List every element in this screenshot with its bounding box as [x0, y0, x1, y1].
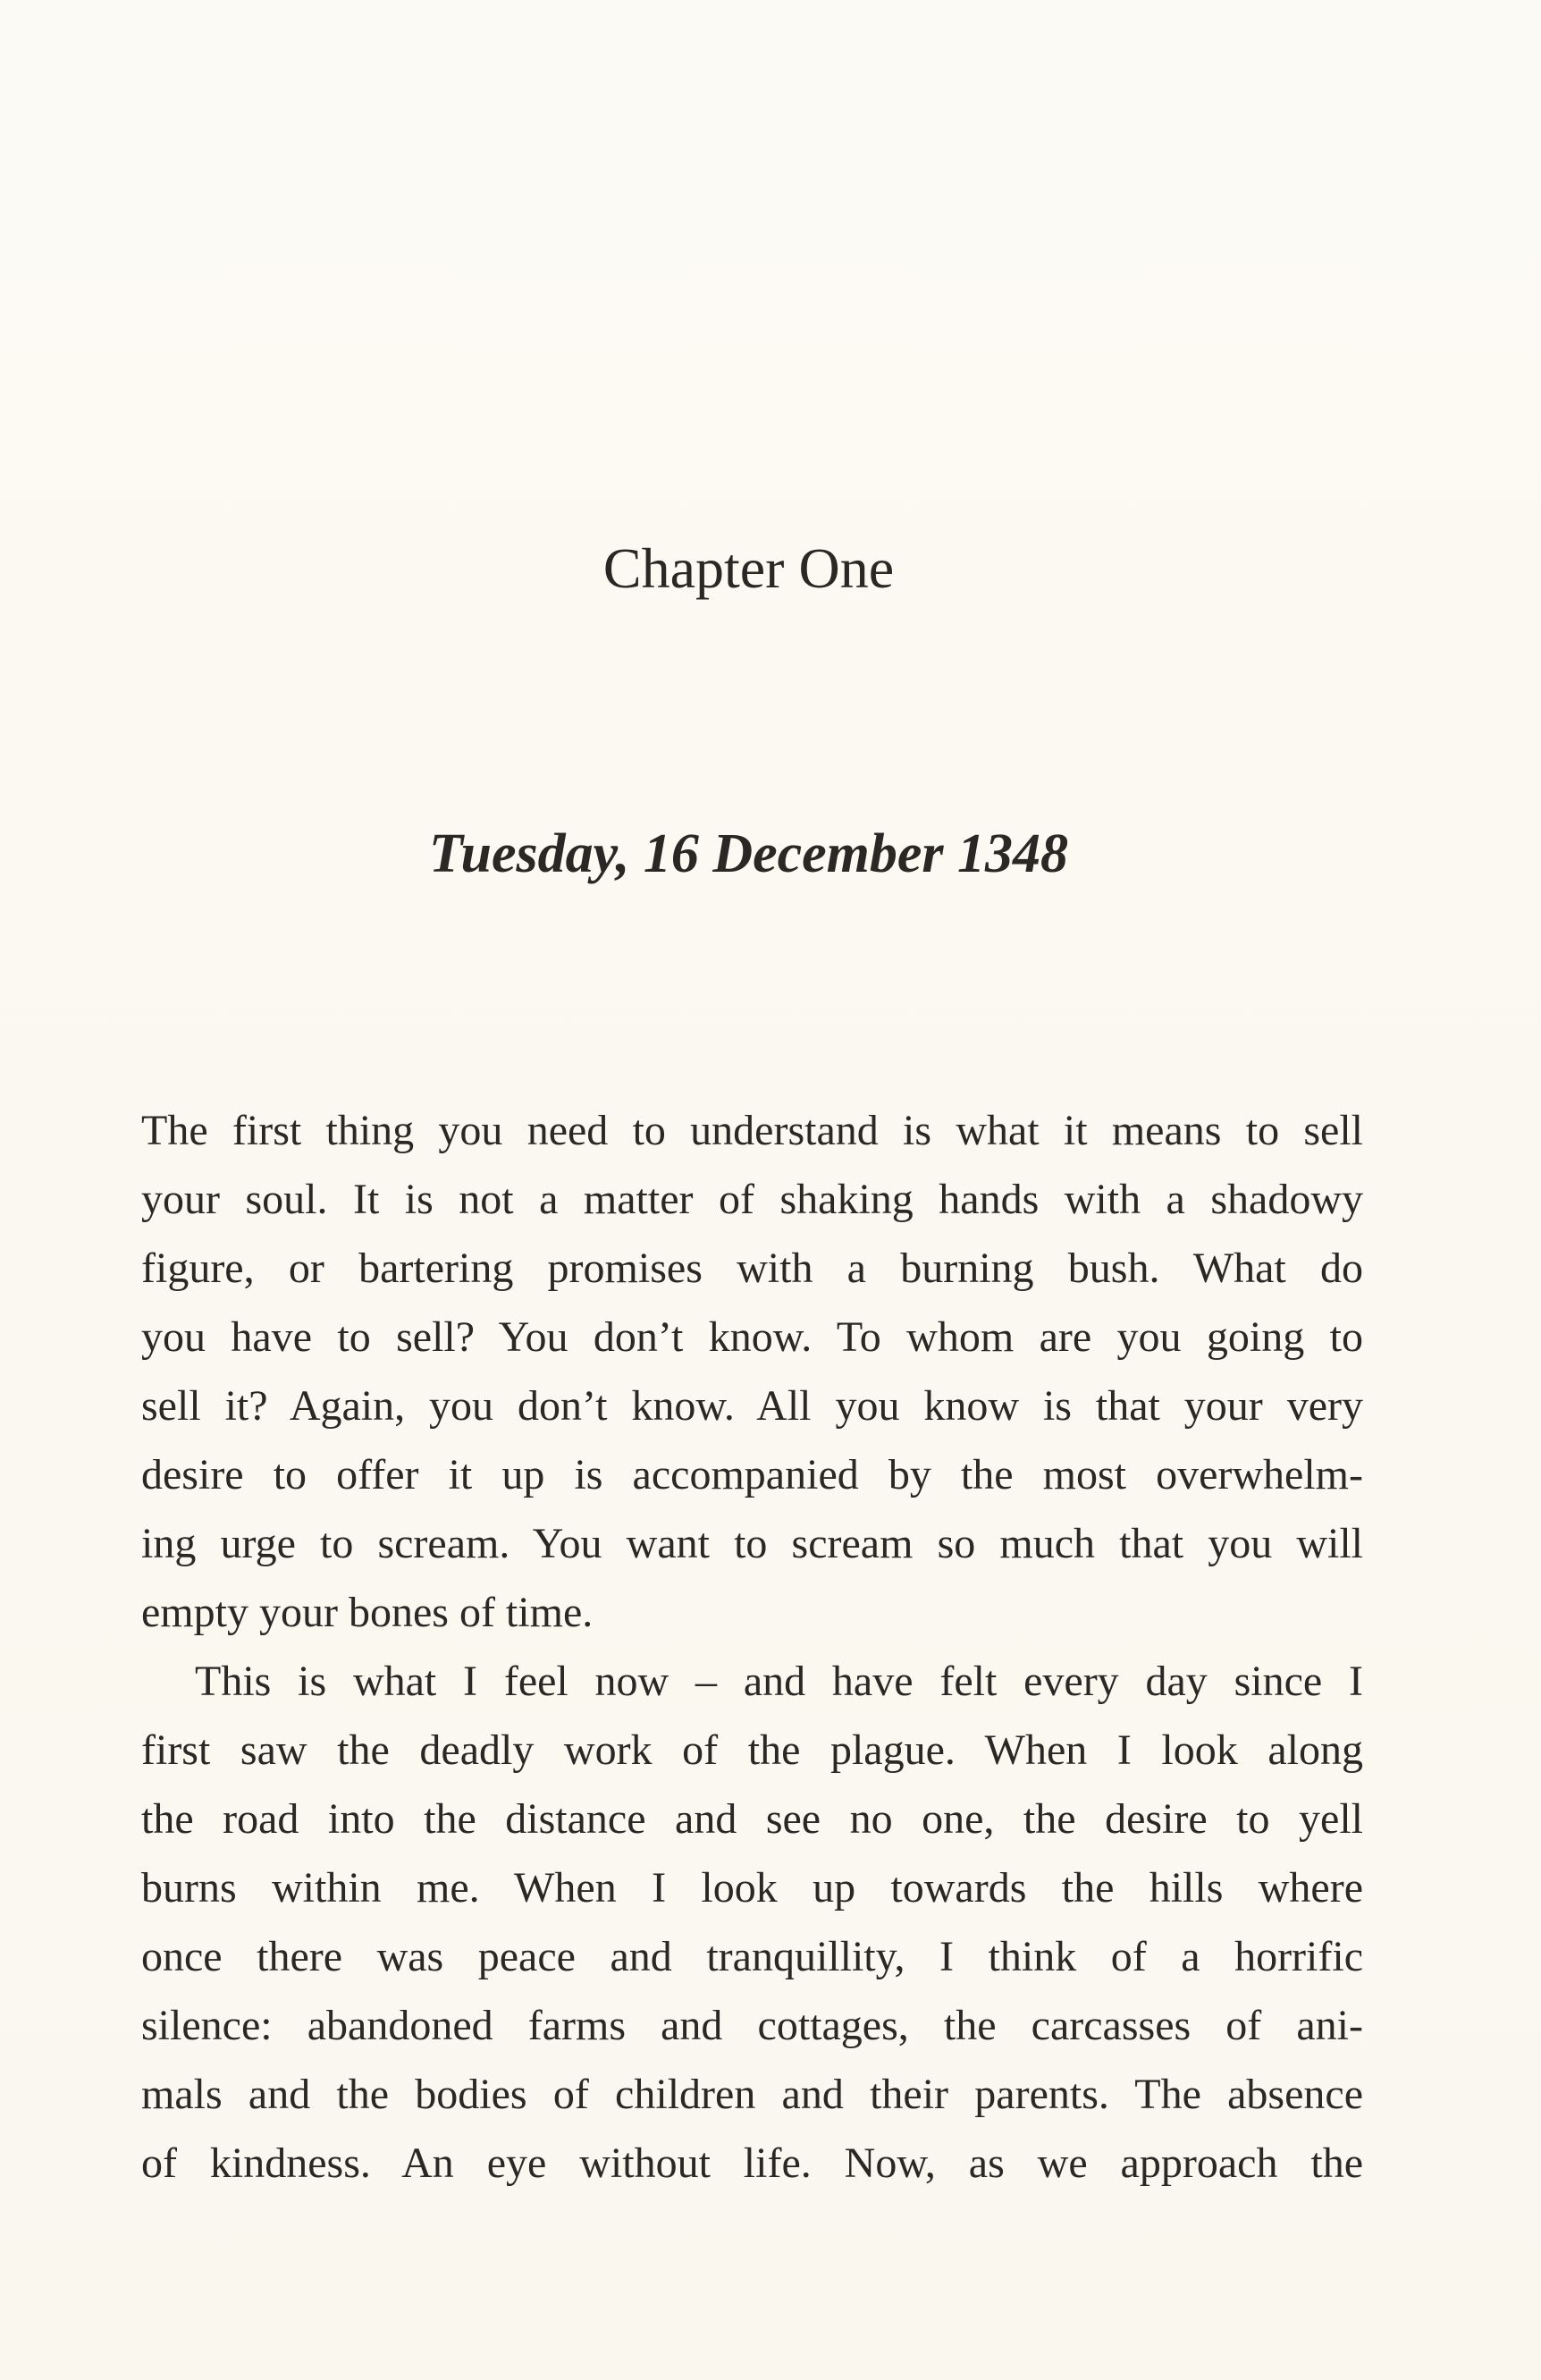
chapter-date: Tuesday, 16 December 1348 [428, 823, 1069, 884]
text-line: the road into the distance and see no one, the desire to yell [141, 1795, 1363, 1843]
text-line: The first thing you need to understand is what it means to sell [141, 1107, 1363, 1154]
text-line: your soul. It is not a matter of shaking hands with a shadowy [141, 1176, 1363, 1223]
chapter-title: Chapter One [602, 536, 895, 600]
text-line: burns within me. When I look up towards the hills where [141, 1864, 1363, 1912]
text-line: desire to offer it up is accompanied by the most overwhelm- [141, 1451, 1363, 1498]
text-line: ing urge to scream. You want to scream so much that you will [141, 1520, 1363, 1567]
paragraph-1 [141, 1096, 1363, 1647]
text-line: figure, or bartering promises with a burning bush. What do [141, 1245, 1363, 1292]
text-line: first saw the deadly work of the plague. When I look along [141, 1726, 1363, 1774]
text-line: once there was peace and tranquillity, I think of a horrific [141, 1933, 1363, 1980]
text-line: sell it? Again, you don’t know. All you know is that your very [141, 1382, 1363, 1430]
text-line: of kindness. An eye without life. Now, as we approach the [141, 2139, 1363, 2187]
body-text [141, 1096, 1363, 2198]
text-line: This is what I feel now – and have felt every day since I [195, 1658, 1363, 1705]
text-line: mals and the bodies of children and their parents. The absence [141, 2071, 1363, 2118]
text-line: you have to sell? You don’t know. To whom are you going to [141, 1313, 1363, 1361]
text-line: silence: abandoned farms and cottages, the carcasses of ani- [141, 2002, 1363, 2049]
text-line: empty your bones of time. [141, 1589, 594, 1636]
paragraph-2 [141, 1647, 1363, 2198]
